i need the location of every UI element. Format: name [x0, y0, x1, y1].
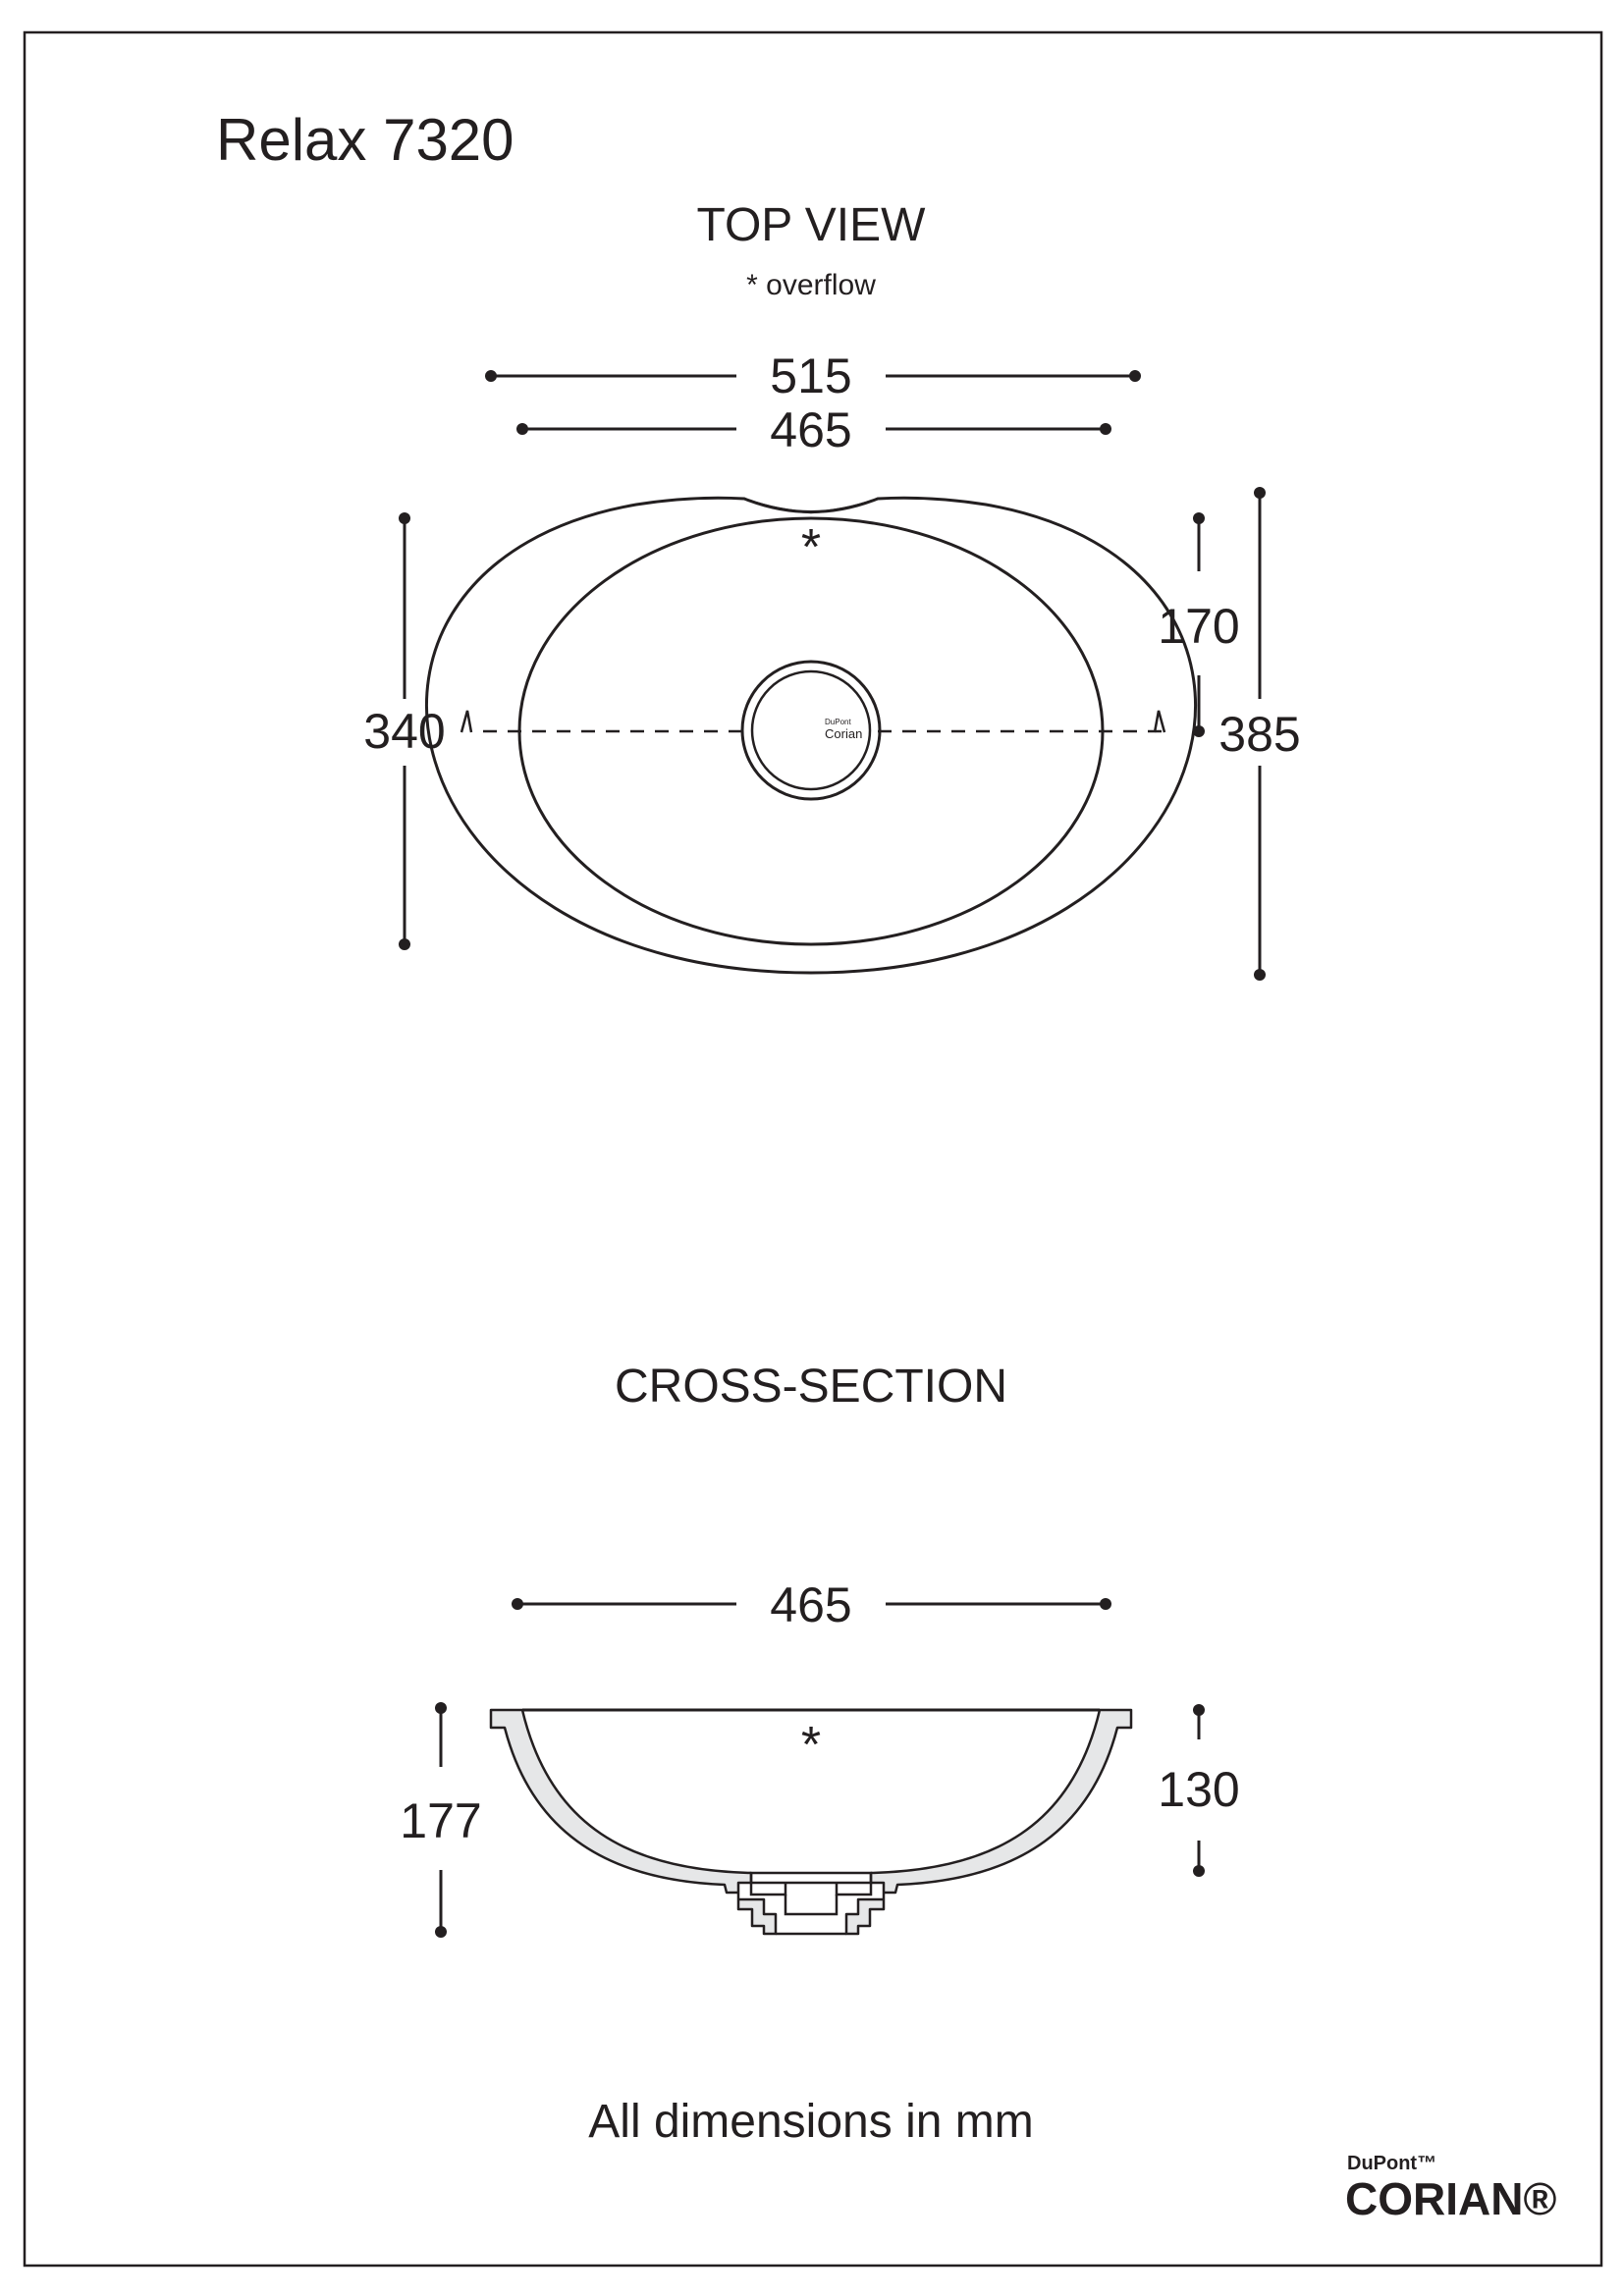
- overflow-note: * overflow: [746, 269, 876, 301]
- cross-section-heading: CROSS-SECTION: [614, 1361, 1008, 1413]
- units-note: All dimensions in mm: [588, 2096, 1034, 2148]
- dupont-corian-logo: [1345, 2153, 1556, 2224]
- dimension-inner-width: [516, 402, 1111, 457]
- dimension-inner-depth: [363, 512, 445, 950]
- dimension-total-height: [400, 1702, 481, 1938]
- drain: [742, 662, 880, 799]
- dimension-outer-depth: [1218, 487, 1300, 981]
- logo-brand-small: DuPont™: [1347, 2153, 1437, 2174]
- axis-break-right: [1155, 711, 1164, 732]
- cross-section-view: [400, 1361, 1239, 1938]
- basin-section-wall-left: [491, 1710, 776, 1934]
- dimension-bowl-depth: [1158, 1704, 1239, 1877]
- drain-brand: Corian: [825, 726, 863, 741]
- product-title: Relax 7320: [216, 107, 514, 173]
- section-overflow-marker: *: [800, 1717, 822, 1774]
- dimension-section-width: [512, 1577, 1111, 1632]
- overflow-indent: [744, 499, 878, 512]
- dimension-total-height-label: 177: [400, 1793, 482, 1848]
- dimension-inner-depth-label: 340: [363, 704, 446, 759]
- dimension-outer-depth-label: 385: [1218, 707, 1301, 762]
- dimension-bowl-depth-label: 130: [1158, 1762, 1240, 1817]
- dimension-drain-offset-label: 170: [1158, 599, 1240, 654]
- dimension-inner-width-label: 465: [770, 402, 852, 457]
- dimension-outer-width-label: 515: [770, 348, 852, 403]
- overflow-marker: *: [800, 519, 822, 576]
- logo-brand-main: CORIAN®: [1345, 2173, 1557, 2224]
- basin-section-wall-right: [846, 1710, 1131, 1934]
- dimension-drain-offset: [1158, 512, 1239, 737]
- drain-brand-small: DuPont: [825, 718, 851, 726]
- dimension-section-width-label: 465: [770, 1577, 852, 1632]
- top-view-heading: TOP VIEW: [696, 199, 926, 251]
- top-view: [363, 199, 1300, 981]
- axis-break-left: [461, 711, 471, 732]
- dimension-outer-width: [485, 348, 1141, 403]
